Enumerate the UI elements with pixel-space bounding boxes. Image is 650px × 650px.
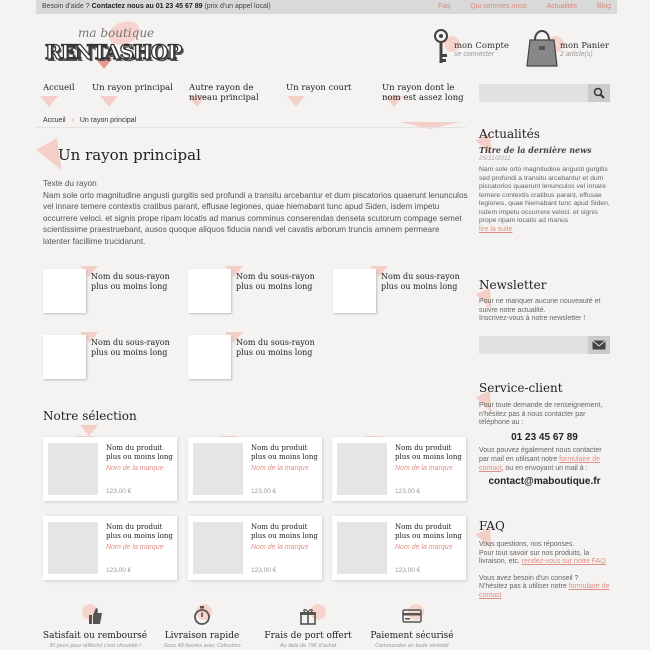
- handbag-icon: [526, 24, 558, 68]
- product-card[interactable]: Nom du produit plus ou moins long Nom de la marque 123,00 €: [332, 516, 466, 580]
- nav-decoration: [40, 96, 58, 107]
- thumbs-up-icon: [87, 607, 103, 625]
- subcategory-image: [43, 335, 86, 379]
- nav-item-home[interactable]: Accueil: [43, 83, 75, 93]
- logo[interactable]: RENTASHOP: [45, 40, 182, 64]
- newsletter-title: Newsletter: [479, 278, 547, 292]
- feature-delivery: Livraison rapide Sous 48 heures avec Colissimo: [142, 605, 262, 649]
- feature-free-shipping: Frais de port offert Au delà de 79€ d'achat: [248, 605, 368, 649]
- key-icon: [430, 28, 452, 68]
- subcategory-image: [188, 269, 231, 313]
- newsletter-email-input[interactable]: [479, 336, 588, 354]
- envelope-icon: [592, 340, 606, 350]
- search-button[interactable]: [588, 84, 610, 102]
- top-link-faq[interactable]: Faq: [438, 3, 451, 10]
- logo-tagline: ma boutique: [78, 26, 155, 40]
- category-description: Texte du rayon Nam sole orto magnitudine angusti gurgitis sed profundi a transitu arcebantur et dum piscatorios quaerunt lenunculos vel innare temere contextis cratibus parant, effusae legiones, quae hiemabant tunc apud Siden, isdem impetu occurrere veloci. et signis prope ripam locatis ad manus comminus conserendas denseta scutorum compage semet scientissime praestruebant, ausos quoque aliquos fiducia nandi vel cavatis arborum truncis amnem permeare latenter facillime trucidarunt.: [43, 179, 468, 246]
- subcategory-card[interactable]: Nom du sous-rayon plus ou moins long: [188, 267, 323, 317]
- service-title: Service-client: [479, 381, 563, 395]
- product-card[interactable]: Nom du produit plus ou moins long Nom de la marque 123,00 €: [332, 437, 466, 501]
- product-image: [48, 443, 98, 495]
- breadcrumb-current: Un rayon principal: [79, 117, 137, 124]
- product-image: [337, 522, 387, 574]
- help-text: Besoin d'aide ? Contactez nous au 01 23 45 67 89 (prix d'un appel local): [42, 3, 271, 10]
- help-phone: Contactez nous au 01 23 45 67 89: [91, 3, 203, 10]
- feature-secure-payment: Paiement sécurisé Commandez en toute sérénité: [352, 605, 472, 649]
- search-input[interactable]: [479, 84, 588, 102]
- nav-item-long-category[interactable]: Un rayon dont le nom est assez long: [382, 83, 464, 103]
- stopwatch-icon: [193, 606, 211, 626]
- gift-icon: [299, 607, 317, 625]
- product-card[interactable]: Nom du produit plus ou moins long Nom de la marque 123,00 €: [43, 437, 177, 501]
- selection-title: Notre sélection: [43, 409, 137, 423]
- news-block: [479, 146, 610, 234]
- top-bar: [36, 0, 617, 14]
- service-block: Pour toute demande de renseignement, n'hésitez pas à nous contacter par téléphone au : 01 23 45 67 89 Vous pouvez également nous contacter par mail en utilisant notre formulaire de contact, ou en envoyant un mail à : contact@maboutique.fr: [479, 402, 610, 487]
- selection-decoration: [80, 425, 98, 436]
- credit-card-icon: [402, 609, 422, 623]
- news-read-more[interactable]: lire la suite: [479, 225, 513, 233]
- faq-contact-form-link[interactable]: formulaire de contact: [479, 583, 610, 599]
- faq-title: FAQ: [479, 519, 505, 533]
- nav-item-other-category[interactable]: Autre rayon de niveau principal: [189, 83, 259, 103]
- service-phone: 01 23 45 67 89: [511, 431, 578, 443]
- news-item-title[interactable]: Titre de la dernière news: [479, 145, 592, 155]
- subcategory-card[interactable]: Nom du sous-rayon plus ou moins long: [43, 333, 178, 383]
- service-email[interactable]: contact@maboutique.fr: [488, 476, 601, 488]
- breadcrumb: [36, 114, 466, 128]
- product-image: [48, 522, 98, 574]
- subcategory-card[interactable]: Nom du sous-rayon plus ou moins long: [188, 333, 323, 383]
- news-date: 25/11/2011: [479, 154, 511, 162]
- newsletter-submit-button[interactable]: [588, 336, 610, 354]
- account-link[interactable]: mon Compte se connecter: [454, 41, 509, 58]
- product-image: [193, 522, 243, 574]
- newsletter-text: Pour ne manquer aucune nouveauté et suivre notre actualité. Inscrivez-vous à notre newsletter !: [479, 298, 601, 323]
- subcategory-card[interactable]: Nom du sous-rayon plus ou moins long: [43, 267, 178, 317]
- service-mail-text: Vous pouvez également nous contacter par mail en utilisant notre formulaire de contact, ou en envoyant un mail à :: [479, 447, 602, 472]
- top-link-about[interactable]: Qui sommes nous: [470, 3, 527, 10]
- breadcrumb-home[interactable]: Accueil: [43, 117, 66, 124]
- nav-decoration: [100, 96, 118, 107]
- subcategory-card[interactable]: Nom du sous-rayon plus ou moins long: [333, 267, 468, 317]
- faq-link[interactable]: rendez-vous sur notre FAQ: [521, 558, 606, 566]
- service-contact-form-link[interactable]: formulaire de contact: [479, 455, 601, 472]
- newsletter-form: [479, 336, 610, 354]
- product-image: [337, 443, 387, 495]
- product-card[interactable]: Nom du produit plus ou moins long Nom de la marque 123,00 €: [188, 516, 322, 580]
- nav-item-main-category[interactable]: Un rayon principal: [92, 83, 173, 93]
- product-card[interactable]: Nom du produit plus ou moins long Nom de la marque 123,00 €: [188, 437, 322, 501]
- nav-item-short-category[interactable]: Un rayon court: [286, 83, 352, 93]
- search-box: [479, 84, 610, 102]
- news-text: Nam sole orto magnitudine angusti gurgitis sed profundi a transitu arcebantur et dum piscatorios quaerunt lenunculos vel innare temere contextis cratibus parant, effusae legiones, quae hiemabant tunc apud Siden, isdem impetu occurrere veloci. et signis prope ripam locatis ad manus: [479, 166, 610, 225]
- subcategory-image: [188, 335, 231, 379]
- cart-link[interactable]: mon Panier 2 article(s): [560, 41, 610, 58]
- faq-block: Vous questions, nos réponses. Pour tout savoir sur nos produits, la livraison, etc. rendez-vous sur notre FAQ Vous avez besoin d'un conseil ? N'hésitez pas à utiliser notre formulaire de contact: [479, 541, 610, 599]
- breadcrumb-separator: ›: [71, 117, 74, 124]
- search-icon: [593, 87, 605, 99]
- product-image: [193, 443, 243, 495]
- subcategory-image: [43, 269, 86, 313]
- top-link-blog[interactable]: Blog: [596, 3, 611, 10]
- feature-refund: Satisfait ou remboursé 30 jours pour réfléchir c'est chouette !: [35, 605, 155, 649]
- top-link-news[interactable]: Actualités: [546, 3, 577, 10]
- subcategory-image: [333, 269, 376, 313]
- nav-decoration: [287, 96, 305, 107]
- page-title: Un rayon principal: [58, 146, 201, 164]
- news-title: Actualités: [479, 127, 540, 141]
- product-card[interactable]: Nom du produit plus ou moins long Nom de la marque 123,00 €: [43, 516, 177, 580]
